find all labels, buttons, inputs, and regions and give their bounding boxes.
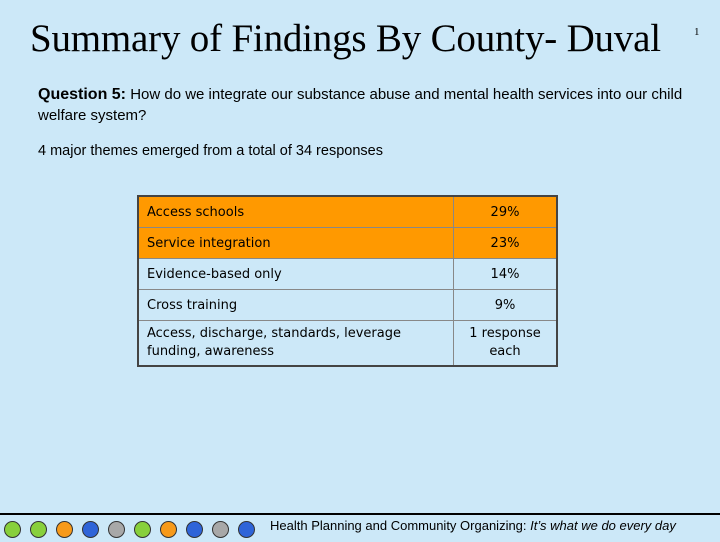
blue-circle-icon: [82, 521, 99, 538]
question-block: [38, 84, 698, 126]
page-number: 1: [694, 26, 700, 38]
table-row: [138, 196, 557, 228]
green-circle-icon: [30, 521, 47, 538]
theme-label: Evidence-based only: [138, 259, 454, 290]
theme-value: 14%: [454, 259, 558, 290]
theme-label: Access schools: [138, 196, 454, 228]
gray-circle-icon: [108, 521, 125, 538]
theme-label: Access, discharge, standards, leverage funding, awareness: [138, 321, 454, 367]
gray-circle-icon: [212, 521, 229, 538]
theme-value: 23%: [454, 228, 558, 259]
table-row: [138, 290, 557, 321]
findings-table: [137, 195, 558, 367]
green-circle-icon: [4, 521, 21, 538]
theme-value: 1 response each: [454, 321, 558, 367]
blue-circle-icon: [238, 521, 255, 538]
footer-text: [270, 518, 676, 533]
table-row: [138, 228, 557, 259]
table-row: [138, 259, 557, 290]
theme-value: 9%: [454, 290, 558, 321]
question-text: How do we integrate our substance abuse and mental health services into our child welfare system?: [38, 86, 683, 124]
blue-circle-icon: [186, 521, 203, 538]
footer-organization: Health Planning and Community Organizing:: [270, 518, 527, 533]
table-row: [138, 321, 557, 367]
theme-label: Service integration: [138, 228, 454, 259]
orange-circle-icon: [56, 521, 73, 538]
themes-summary: 4 major themes emerged from a total of 34 responses: [38, 143, 383, 159]
green-circle-icon: [134, 521, 151, 538]
question-label: Question 5:: [38, 86, 127, 103]
theme-label: Cross training: [138, 290, 454, 321]
footer-tagline: It’s what we do every day: [530, 518, 676, 533]
slide-title: Summary of Findings By County- Duval: [30, 17, 661, 60]
theme-value: 29%: [454, 196, 558, 228]
orange-circle-icon: [160, 521, 177, 538]
